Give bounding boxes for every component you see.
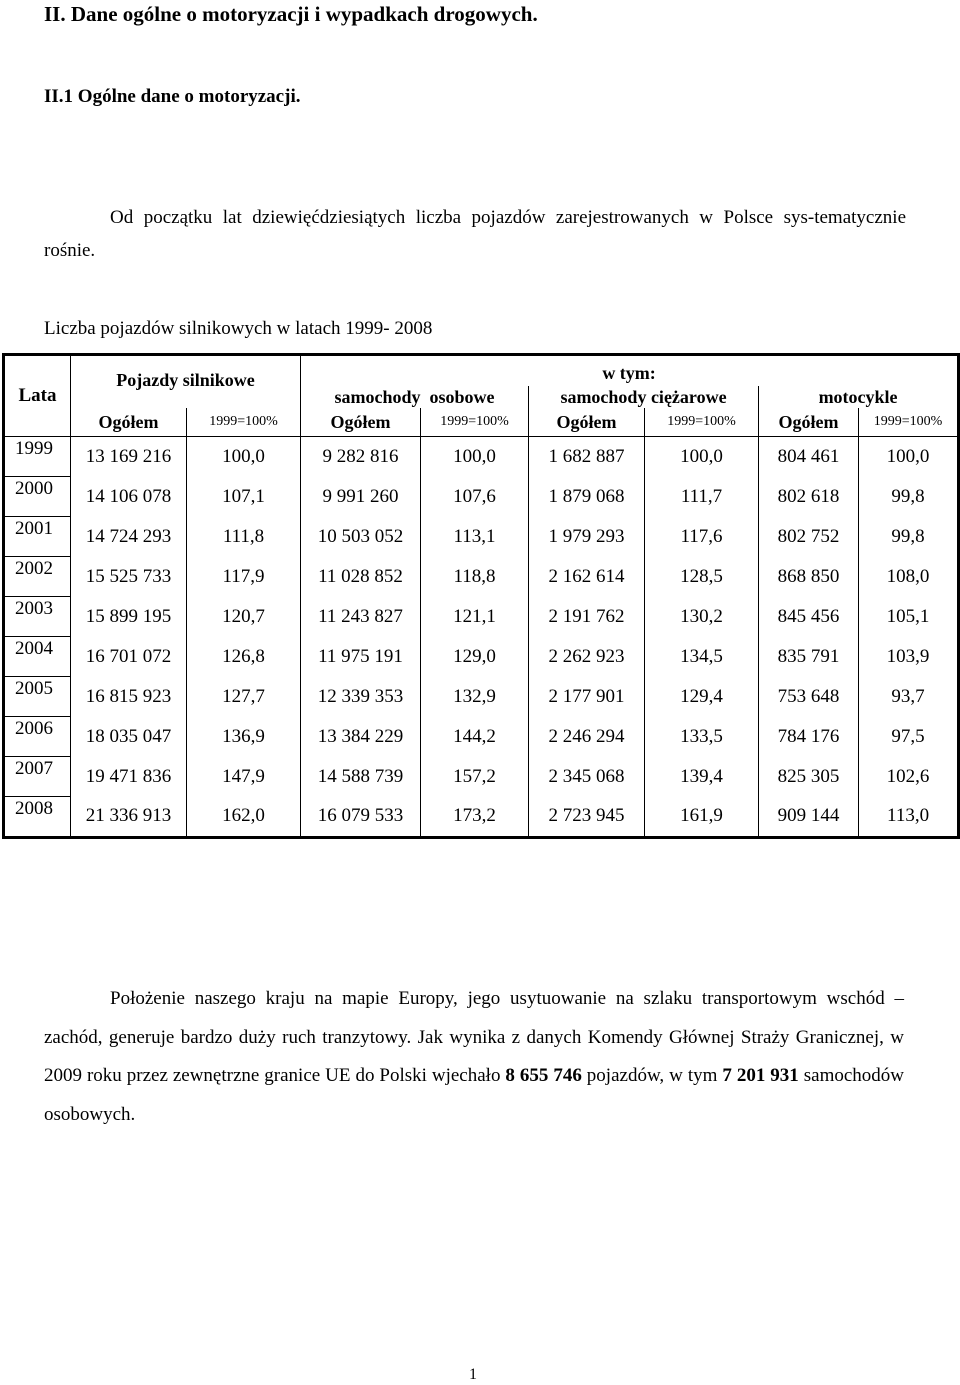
index-cell: 128,5: [645, 557, 759, 597]
index-cell: 139,4: [645, 757, 759, 797]
index-cell: 103,9: [859, 637, 959, 677]
index-cell: 107,6: [421, 477, 529, 517]
index-cell: 129,4: [645, 677, 759, 717]
col-header-pojazdy: Pojazdy silnikowe: [71, 355, 301, 409]
total-cell: 15 899 195: [71, 597, 187, 637]
index-cell: 107,1: [187, 477, 301, 517]
index-cell: 108,0: [859, 557, 959, 597]
total-cell: 1 682 887: [529, 437, 645, 477]
subheader-ogolem: Ogółem: [759, 408, 859, 437]
index-cell: 93,7: [859, 677, 959, 717]
table-title: Liczba pojazdów silnikowych w latach 1999- 2008: [44, 318, 433, 339]
index-cell: 133,5: [645, 717, 759, 757]
total-cell: 10 503 052: [301, 517, 421, 557]
index-cell: 99,8: [859, 477, 959, 517]
body-paragraph: [44, 980, 904, 1134]
total-cell: 9 282 816: [301, 437, 421, 477]
total-cell: 2 191 762: [529, 597, 645, 637]
index-cell: 126,8: [187, 637, 301, 677]
total-cell: 12 339 353: [301, 677, 421, 717]
index-cell: 105,1: [859, 597, 959, 637]
index-cell: 100,0: [645, 437, 759, 477]
total-cell: 21 336 913: [71, 797, 187, 838]
total-cell: 909 144: [759, 797, 859, 838]
table-row: [4, 437, 959, 477]
total-cell: 753 648: [759, 677, 859, 717]
total-cell: 18 035 047: [71, 717, 187, 757]
year-cell: 2005: [4, 677, 71, 717]
table-row: [4, 677, 959, 717]
subheader-pct: 1999=100%: [859, 408, 959, 437]
year-cell: 2006: [4, 717, 71, 757]
total-cell: 2 162 614: [529, 557, 645, 597]
col-header-motocykle: motocykle: [759, 386, 959, 408]
index-cell: 118,8: [421, 557, 529, 597]
index-cell: 157,2: [421, 757, 529, 797]
vehicles-table: [2, 353, 960, 839]
total-cell: 16 701 072: [71, 637, 187, 677]
table-row: [4, 517, 959, 557]
subheader-pct: 1999=100%: [645, 408, 759, 437]
total-cell: 11 028 852: [301, 557, 421, 597]
index-cell: 130,2: [645, 597, 759, 637]
year-cell: 2008: [4, 797, 71, 838]
total-cell: 19 471 836: [71, 757, 187, 797]
col-header-w-tym: w tym:: [301, 355, 959, 387]
total-cell: 2 177 901: [529, 677, 645, 717]
table-row: [4, 797, 959, 838]
total-cell: 868 850: [759, 557, 859, 597]
index-cell: 121,1: [421, 597, 529, 637]
index-cell: 97,5: [859, 717, 959, 757]
year-cell: 2003: [4, 597, 71, 637]
index-cell: 100,0: [859, 437, 959, 477]
index-cell: 162,0: [187, 797, 301, 838]
total-cell: 804 461: [759, 437, 859, 477]
total-cell: 9 991 260: [301, 477, 421, 517]
index-cell: 113,1: [421, 517, 529, 557]
index-cell: 147,9: [187, 757, 301, 797]
total-cell: 1 879 068: [529, 477, 645, 517]
total-cell: 2 262 923: [529, 637, 645, 677]
total-cell: 14 724 293: [71, 517, 187, 557]
total-cell: 2 246 294: [529, 717, 645, 757]
paragraph-bold-total: 8 655 746: [505, 1065, 582, 1086]
index-cell: 117,9: [187, 557, 301, 597]
table-row: [4, 757, 959, 797]
paragraph-text: pojazdów, w tym: [581, 1065, 723, 1086]
index-cell: 136,9: [187, 717, 301, 757]
index-cell: 111,8: [187, 517, 301, 557]
paragraph-bold-cars: 7 201 931: [722, 1065, 799, 1086]
total-cell: 1 979 293: [529, 517, 645, 557]
index-cell: 111,7: [645, 477, 759, 517]
total-cell: 845 456: [759, 597, 859, 637]
total-cell: 15 525 733: [71, 557, 187, 597]
table-row: [4, 557, 959, 597]
index-cell: 144,2: [421, 717, 529, 757]
subheader-ogolem: Ogółem: [301, 408, 421, 437]
index-cell: 102,6: [859, 757, 959, 797]
section-heading: II. Dane ogólne o motoryzacji i wypadkach drogowych.: [44, 2, 538, 26]
total-cell: 14 588 739: [301, 757, 421, 797]
total-cell: 835 791: [759, 637, 859, 677]
total-cell: 802 752: [759, 517, 859, 557]
col-header-osobowe: samochody osobowe: [301, 386, 529, 408]
col-header-ciezarowe: samochody ciężarowe: [529, 386, 759, 408]
total-cell: 2 723 945: [529, 797, 645, 838]
total-cell: 11 975 191: [301, 637, 421, 677]
index-cell: 99,8: [859, 517, 959, 557]
index-cell: 173,2: [421, 797, 529, 838]
index-cell: 120,7: [187, 597, 301, 637]
subheader-pct: 1999=100%: [421, 408, 529, 437]
total-cell: 802 618: [759, 477, 859, 517]
paragraph-text: samochodów osobowych.: [44, 1065, 905, 1125]
year-cell: 2001: [4, 517, 71, 557]
table-row: [4, 477, 959, 517]
total-cell: 16 079 533: [301, 797, 421, 838]
table-row: [4, 717, 959, 757]
index-cell: 134,5: [645, 637, 759, 677]
index-cell: 100,0: [187, 437, 301, 477]
page-number: 1: [469, 1366, 477, 1383]
total-cell: 2 345 068: [529, 757, 645, 797]
table-row: [4, 637, 959, 677]
total-cell: 16 815 923: [71, 677, 187, 717]
index-cell: 117,6: [645, 517, 759, 557]
total-cell: 13 169 216: [71, 437, 187, 477]
total-cell: 13 384 229: [301, 717, 421, 757]
index-cell: 129,0: [421, 637, 529, 677]
total-cell: 11 243 827: [301, 597, 421, 637]
year-cell: 2007: [4, 757, 71, 797]
table-row: [4, 597, 959, 637]
subsection-heading: II.1 Ogólne dane o motoryzacji.: [44, 86, 301, 107]
year-cell: 2000: [4, 477, 71, 517]
subheader-pct: 1999=100%: [187, 408, 301, 437]
col-header-lata: Lata: [4, 355, 71, 437]
total-cell: 14 106 078: [71, 477, 187, 517]
index-cell: 100,0: [421, 437, 529, 477]
subheader-ogolem: Ogółem: [529, 408, 645, 437]
year-cell: 2002: [4, 557, 71, 597]
subheader-ogolem: Ogółem: [71, 408, 187, 437]
total-cell: 784 176: [759, 717, 859, 757]
intro-paragraph: Od początku lat dziewięćdziesiątych liczba pojazdów zarejestrowanych w Polsce sys-tematycznie rośnie.: [44, 207, 906, 261]
index-cell: 132,9: [421, 677, 529, 717]
total-cell: 825 305: [759, 757, 859, 797]
paragraph-text: Położenie naszego kraju na mapie Europy, jego usytuowanie na szlaku transportowym wschód – zachód, generuje bardzo duży ruch tranzytowy. Jak wynika z danych Komendy Głównej Straży Granicznej, w 2009 roku przez zewnętrzne granice UE do Polski wjechało: [44, 988, 904, 1086]
index-cell: 127,7: [187, 677, 301, 717]
year-cell: 2004: [4, 637, 71, 677]
year-cell: 1999: [4, 437, 71, 477]
index-cell: 161,9: [645, 797, 759, 838]
index-cell: 113,0: [859, 797, 959, 838]
